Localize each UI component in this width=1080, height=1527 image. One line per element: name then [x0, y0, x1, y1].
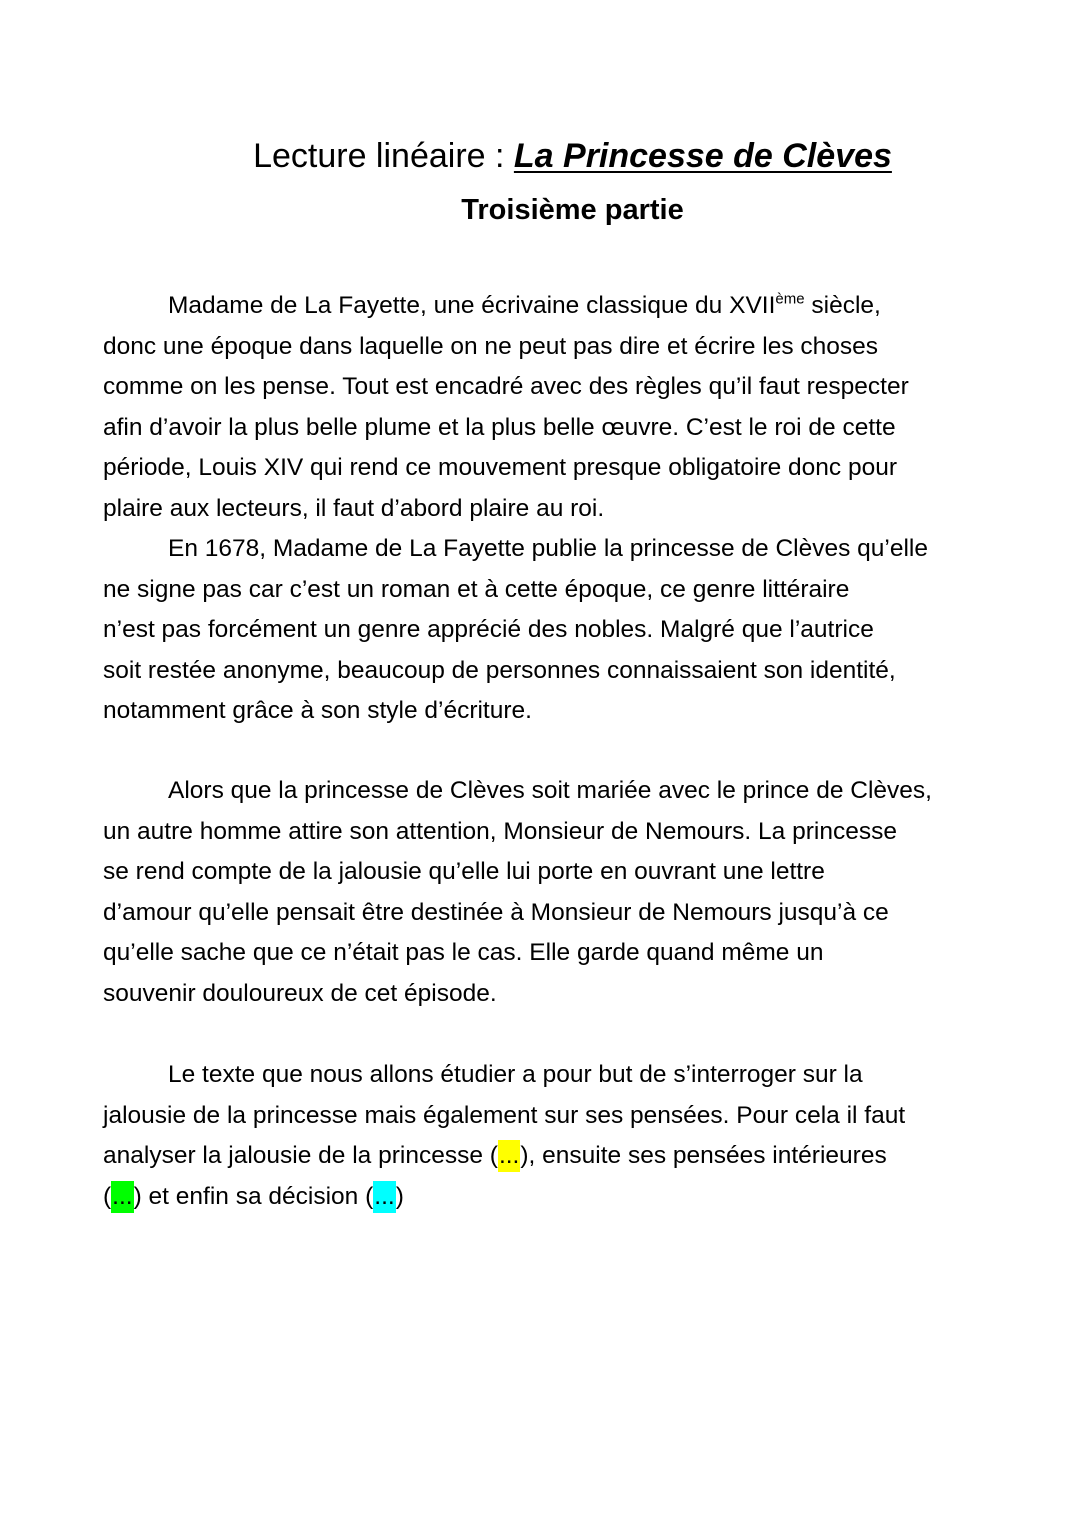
paragraph-line: plaire aux lecteurs, il faut d’abord plaire au roi.	[103, 494, 605, 522]
yellow-highlight-placeholder: ...	[498, 1140, 520, 1172]
title-book-name: La Princesse de Clèves	[513, 137, 892, 175]
paragraph-line: notamment grâce à son style d’écriture.	[103, 697, 532, 724]
paragraph-line: d’amour qu’elle pensait être destinée à Monsieur de Nemours jusqu’à ce	[103, 898, 889, 926]
paragraph-line: Alors que la princesse de Clèves soit mariée avec le prince de Clèves,	[168, 777, 932, 804]
paragraph-line: soit restée anonyme, beaucoup de personnes connaissaient son identité,	[103, 656, 896, 684]
paragraph-line	[103, 1136, 983, 1177]
paragraph-line: En 1678, Madame de La Fayette publie la princesse de Clèves qu’elle	[168, 535, 928, 562]
line-text: )	[395, 1182, 404, 1210]
line-text: Madame de La Fayette, une écrivaine classique du XVII	[168, 292, 776, 319]
paragraph-intro-author	[103, 286, 983, 529]
line-text: ) et enfin sa décision (	[133, 1182, 374, 1210]
paragraph-line: jalousie de la princesse mais également sur ses pensées. Pour cela il faut	[103, 1101, 906, 1129]
paragraph-line: n’est pas forcément un genre apprécié des nobles. Malgré que l’autrice	[103, 616, 874, 643]
paragraph-line: se rend compte de la jalousie qu’elle lui porte en ouvrant une lettre	[103, 858, 825, 885]
paragraph-line	[103, 1177, 983, 1218]
cyan-highlight-placeholder: ...	[373, 1181, 395, 1213]
line-text: (	[103, 1182, 112, 1210]
paragraph-line: afin d’avoir la plus belle plume et la plus belle œuvre. C’est le roi de cette	[103, 413, 896, 441]
paragraph-line: un autre homme attire son attention, Monsieur de Nemours. La princesse	[103, 817, 897, 845]
paragraph-line	[103, 286, 983, 327]
line-text: siècle,	[804, 292, 881, 319]
paragraph-publication	[103, 529, 983, 732]
paragraph-context	[103, 771, 983, 1014]
page-title	[0, 132, 1080, 180]
paragraph-line: période, Louis XIV qui rend ce mouvement presque obligatoire donc pour	[103, 454, 898, 481]
paragraph-line: qu’elle sache que ce n’était pas le cas. Elle garde quand même un	[103, 939, 824, 966]
green-highlight-placeholder: ...	[111, 1181, 133, 1213]
paragraph-line: ne signe pas car c’est un roman et à cette époque, ce genre littéraire	[103, 575, 850, 603]
line-text: analyser la jalousie de la princesse (	[103, 1142, 498, 1169]
paragraph-problematic	[103, 1055, 983, 1217]
page-subtitle: Troisième partie	[461, 194, 684, 226]
paragraph-line: Le texte que nous allons étudier a pour but de s’interroger sur la	[168, 1061, 863, 1088]
century-superscript: ème	[775, 290, 805, 308]
title-prefix: Lecture linéaire :	[253, 137, 514, 175]
paragraph-line: donc une époque dans laquelle on ne peut pas dire et écrire les choses	[103, 332, 879, 360]
line-text: ), ensuite ses pensées intérieures	[520, 1142, 887, 1169]
paragraph-line: comme on les pense. Tout est encadré avec des règles qu’il faut respecter	[103, 373, 909, 400]
paragraph-line: souvenir douloureux de cet épisode.	[103, 979, 497, 1007]
